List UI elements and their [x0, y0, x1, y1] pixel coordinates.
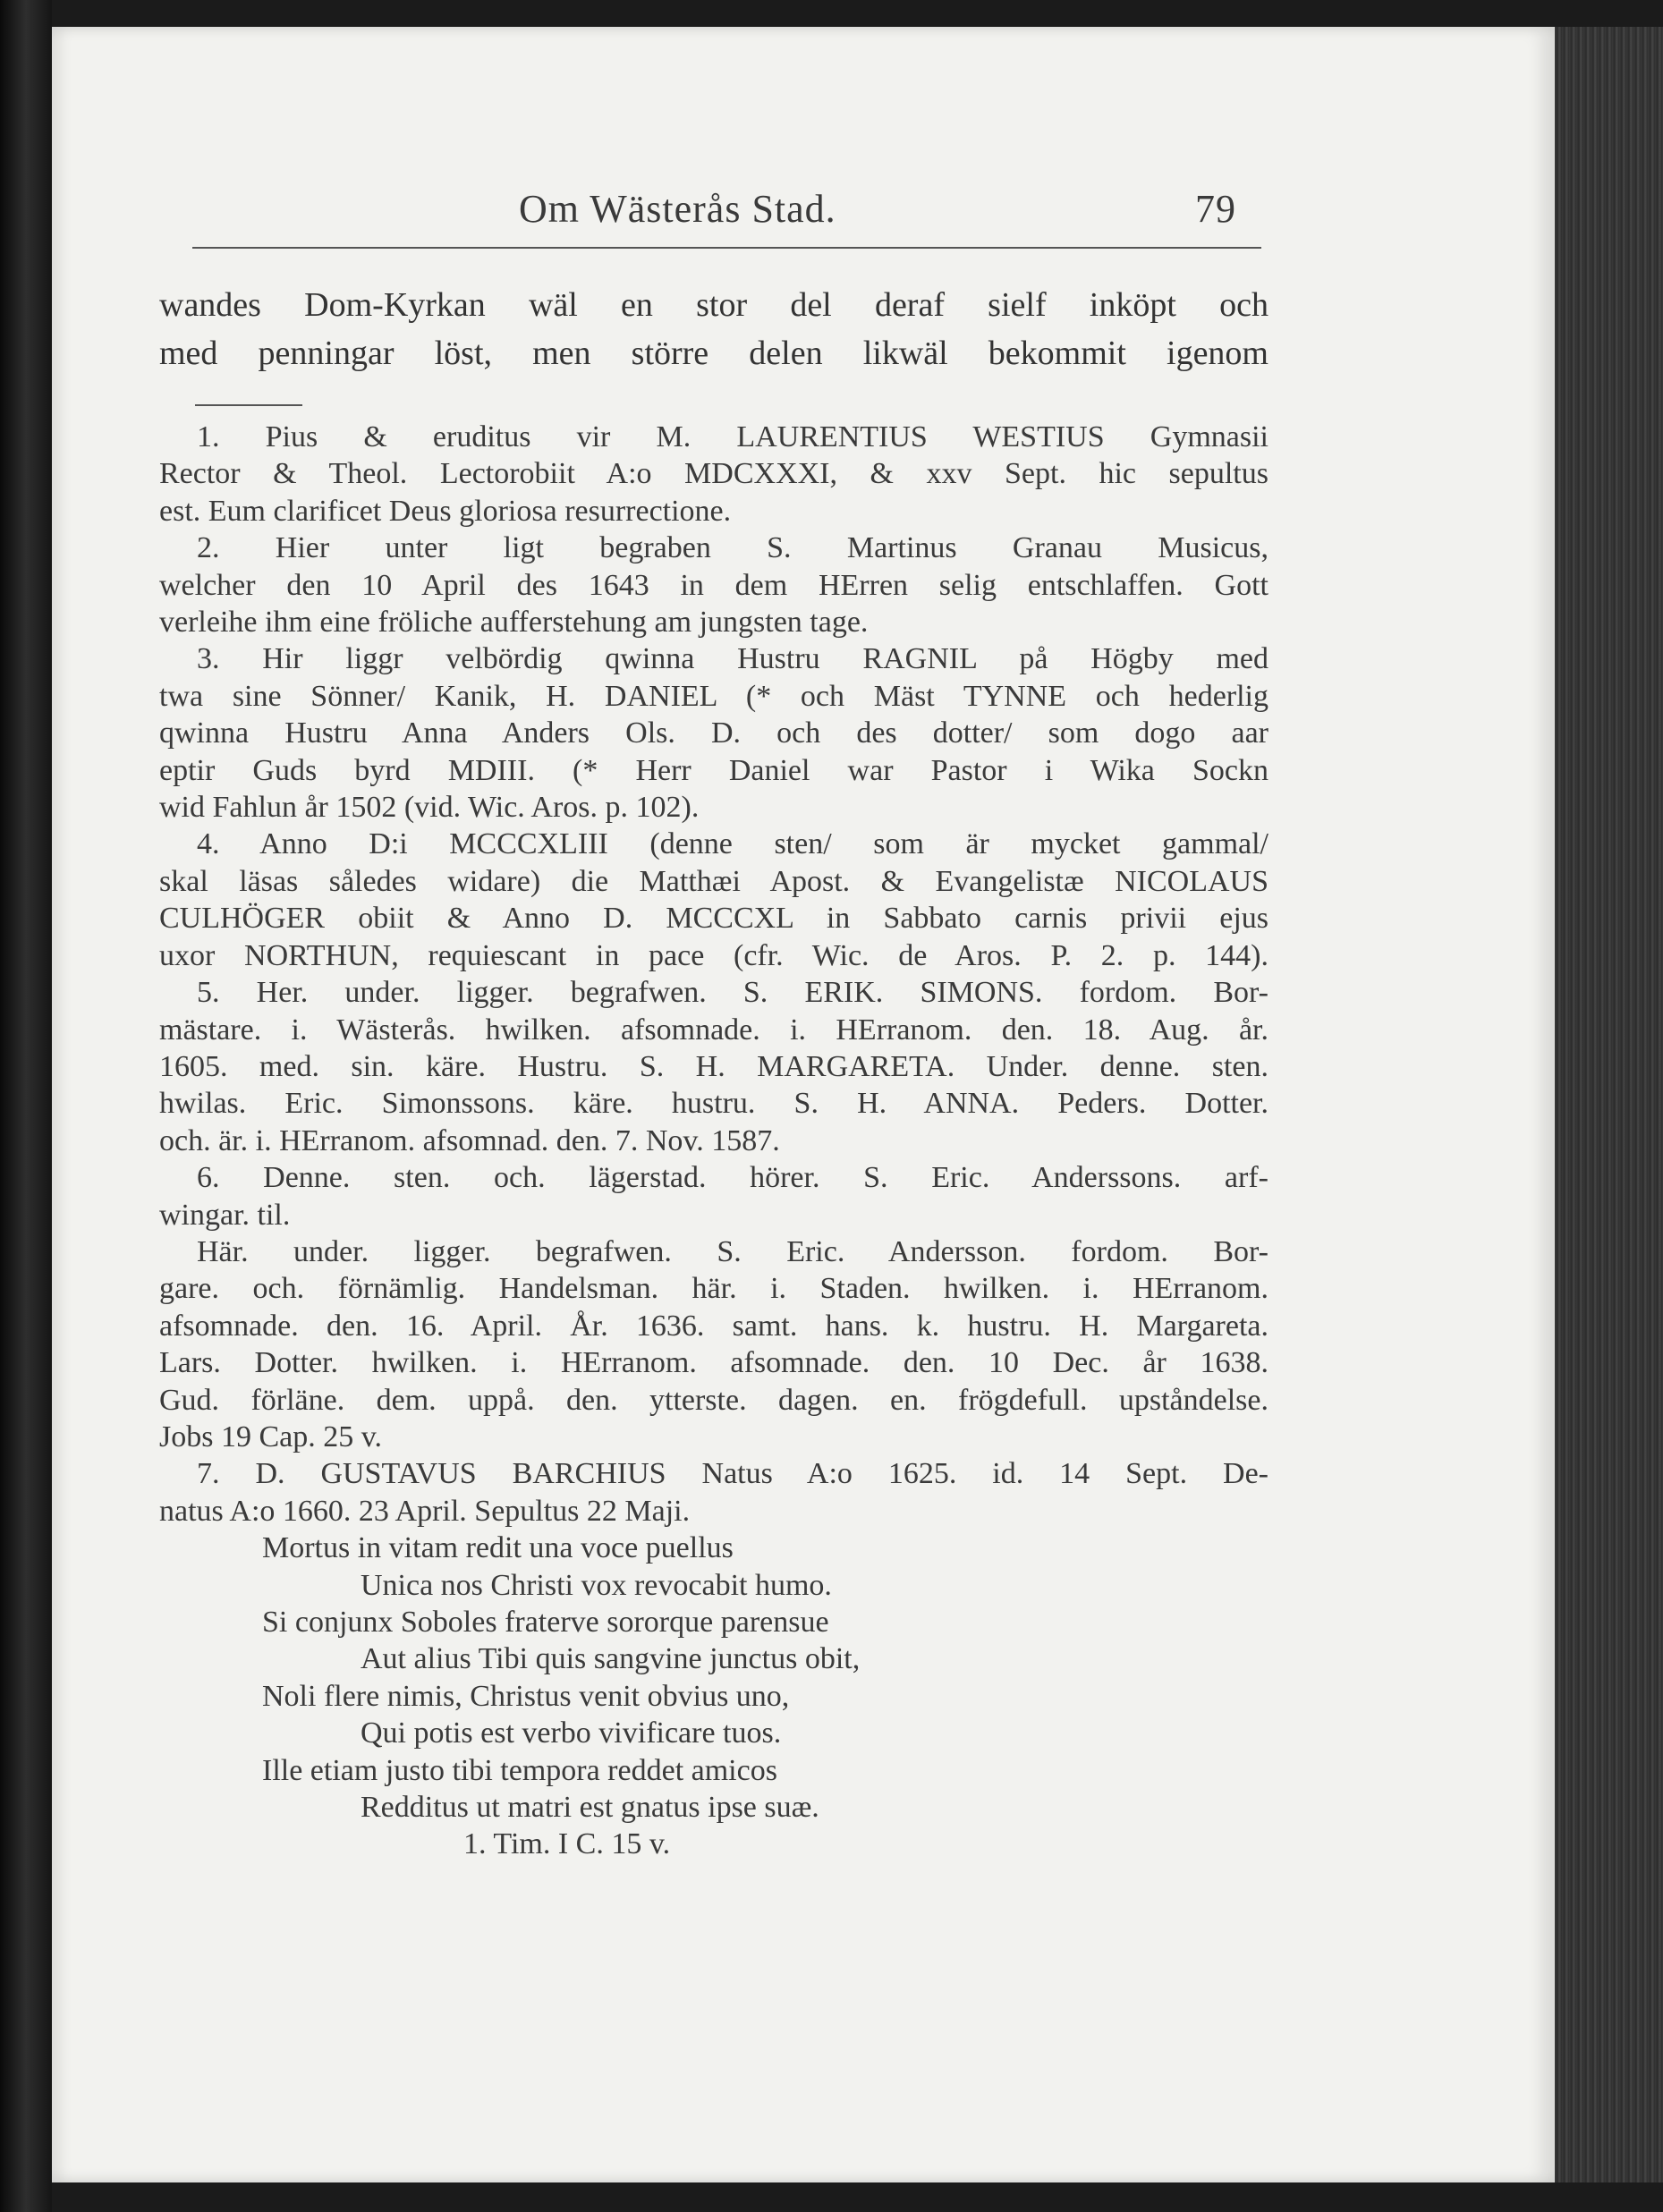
note-line: och. är. i. HErranom. afsomnad. den. 7. Nov. 1587. — [159, 1123, 780, 1157]
note-line: skal läsas således widare) die Matthæi Apost. & Evangelistæ NICOLAUS — [159, 864, 1268, 898]
note-line: est. Eum clarificet Deus gloriosa resurrectione. — [159, 494, 732, 528]
note-line: natus A:o 1660. 23 April. Sepultus 22 Maji. — [159, 1494, 691, 1528]
page-edges — [1555, 27, 1663, 2182]
note-line: gare. och. förnämlig. Handelsman. här. i. Staden. hwilken. i. HErranom. — [159, 1272, 1268, 1306]
body-line: wandes Dom-Kyrkan wäl en stor del deraf sielf inköpt och — [159, 286, 1268, 324]
note-line: verleihe ihm eine fröliche aufferstehung am jungsten tage. — [159, 606, 869, 640]
scripture-reference: 1. Tim. I C. 15 v. — [463, 1827, 671, 1861]
note-line: twa sine Sönner/ Kanik, H. DANIEL (* och Mäst TYNNE och hederlig — [159, 679, 1268, 713]
verse-line: Mortus in vitam redit una voce puellus — [262, 1531, 734, 1565]
header-rule — [192, 247, 1261, 249]
note-line: 7. D. GUSTAVUS BARCHIUS Natus A:o 1625. id. 14 Sept. De- — [197, 1457, 1268, 1491]
page-number: 79 — [1195, 187, 1236, 231]
note-line: wid Fahlun år 1502 (vid. Wic. Aros. p. 102). — [159, 791, 700, 825]
note-line: Jobs 19 Cap. 25 v. — [159, 1420, 383, 1453]
page-body — [159, 282, 1268, 1863]
verse-line: Aut alius Tibi quis sangvine junctus obit, — [361, 1642, 861, 1676]
verse-line: Ille etiam justo tibi tempora reddet amicos — [262, 1753, 777, 1787]
running-title: Om Wästerås Stad. — [519, 187, 836, 231]
note-line: Här. under. ligger. begrafwen. S. Eric. Andersson. fordom. Bor- — [197, 1234, 1268, 1268]
note-line: 6. Denne. sten. och. lägerstad. hörer. S. Eric. Anderssons. arf- — [197, 1161, 1268, 1195]
note-line: 1. Pius & eruditus vir M. LAURENTIUS WESTIUS Gymnasii — [197, 420, 1268, 453]
note-line: 1605. med. sin. käre. Hustru. S. H. MARGARETA. Under. denne. sten. — [159, 1049, 1268, 1083]
book-binding — [0, 0, 52, 2212]
verse-line: Qui potis est verbo vivificare tuos. — [361, 1716, 782, 1750]
note-line: 2. Hier unter ligt begraben S. Martinus Granau Musicus, — [197, 531, 1268, 565]
body-line: med penningar löst, men större delen likwäl bekommit igenom — [159, 334, 1268, 372]
note-line: Lars. Dotter. hwilken. i. HErranom. afsomnade. den. 10 Dec. år 1638. — [159, 1346, 1268, 1380]
inscriptions — [159, 419, 1268, 1863]
running-header — [125, 179, 1243, 242]
verse-line: Si conjunx Soboles fraterve sororque parensue — [262, 1606, 829, 1639]
note-line: qwinna Hustru Anna Anders Ols. D. och des dotter/ som dogo aar — [159, 716, 1268, 750]
verse-line: Noli flere nimis, Christus venit obvius uno, — [262, 1679, 790, 1713]
note-line: eptir Guds byrd MDIII. (* Herr Daniel war Pastor i Wika Sockn — [159, 753, 1268, 787]
note-line: Gud. förläne. dem. uppå. den. ytterste. dagen. en. frögdefull. upståndelse. — [159, 1383, 1268, 1417]
note-line: 5. Her. under. ligger. begrafwen. S. ERIK. SIMONS. fordom. Bor- — [197, 976, 1268, 1010]
note-line: Rector & Theol. Lectorobiit A:o MDCXXXI, & xxv Sept. hic sepultus — [159, 457, 1268, 491]
note-line: hwilas. Eric. Simonssons. käre. hustru. S. H. ANNA. Peders. Dotter. — [159, 1087, 1268, 1121]
note-line: mästare. i. Wästerås. hwilken. afsomnade. i. HErranom. den. 18. Aug. år. — [159, 1013, 1268, 1047]
footnote-rule — [195, 404, 302, 406]
note-line: 3. Hir liggr velbördig qwinna Hustru RAGNIL på Högby med — [197, 642, 1268, 676]
note-line: afsomnade. den. 16. April. År. 1636. samt. hans. k. hustru. H. Margareta. — [159, 1309, 1268, 1343]
note-line: 4. Anno D:i MCCCXLIII (denne sten/ som är mycket gammal/ — [197, 827, 1268, 861]
note-line: welcher den 10 April des 1643 in dem HErren selig entschlaffen. Gott — [159, 568, 1268, 602]
note-line: wingar. til. — [159, 1198, 291, 1232]
note-line: CULHÖGER obiit & Anno D. MCCCXL in Sabbato carnis privii ejus — [159, 902, 1268, 936]
verse-line: Unica nos Christi vox revocabit humo. — [361, 1568, 832, 1602]
verse-line: Redditus ut matri est gnatus ipse suæ. — [361, 1791, 819, 1825]
note-line: uxor NORTHUN, requiescant in pace (cfr. Wic. de Aros. P. 2. p. 144). — [159, 938, 1268, 972]
